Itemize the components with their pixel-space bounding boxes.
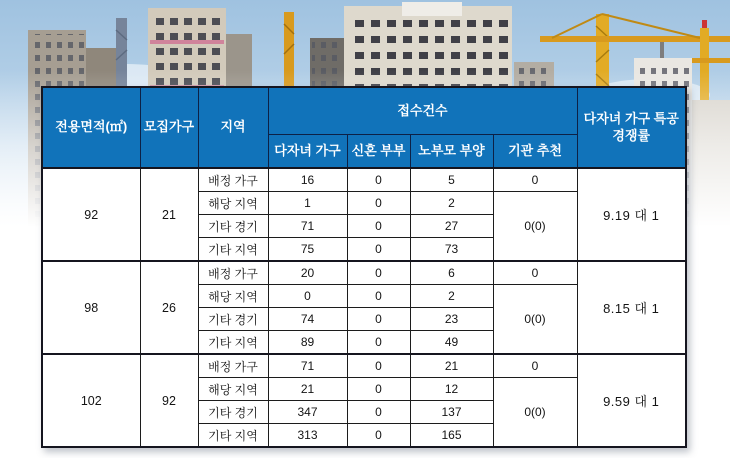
table-row: [42, 354, 686, 378]
cell-elderly: 5: [410, 168, 493, 192]
cell-recruit: 92: [140, 354, 198, 447]
cell-multi-child: 89: [268, 331, 347, 355]
cell-region: 기타 지역: [198, 424, 268, 448]
cell-region: 기타 지역: [198, 238, 268, 262]
cell-multi-child: 20: [268, 261, 347, 285]
cell-elderly: 2: [410, 192, 493, 215]
cell-region: 기타 경기: [198, 215, 268, 238]
cell-elderly: 27: [410, 215, 493, 238]
cell-agency: 0: [493, 168, 577, 192]
cell-newlywed: 0: [347, 378, 410, 401]
cell-multi-child: 71: [268, 215, 347, 238]
cell-elderly: 165: [410, 424, 493, 448]
cell-newlywed: 0: [347, 215, 410, 238]
cell-region: 해당 지역: [198, 378, 268, 401]
cell-newlywed: 0: [347, 331, 410, 355]
cell-region: 배정 가구: [198, 261, 268, 285]
cell-multi-child: 1: [268, 192, 347, 215]
cell-recruit: 26: [140, 261, 198, 354]
cell-area: 98: [42, 261, 140, 354]
table-row: [42, 261, 686, 285]
cell-elderly: 6: [410, 261, 493, 285]
cell-region: 배정 가구: [198, 354, 268, 378]
cell-newlywed: 0: [347, 238, 410, 262]
th-agency: 기관 추천: [493, 135, 577, 169]
th-applications: 접수건수: [268, 87, 577, 135]
cell-newlywed: 0: [347, 401, 410, 424]
cell-region: 해당 지역: [198, 192, 268, 215]
cell-elderly: 2: [410, 285, 493, 308]
cell-rate: 8.15 대 1: [577, 261, 686, 354]
cell-agency-merged: 0(0): [493, 378, 577, 448]
cell-agency: 0: [493, 261, 577, 285]
cell-elderly: 23: [410, 308, 493, 331]
cell-elderly: 49: [410, 331, 493, 355]
cell-recruit: 21: [140, 168, 198, 261]
cell-agency-merged: 0(0): [493, 192, 577, 262]
cell-area: 102: [42, 354, 140, 447]
cell-multi-child: 21: [268, 378, 347, 401]
cell-newlywed: 0: [347, 308, 410, 331]
cell-region: 해당 지역: [198, 285, 268, 308]
th-region: 지역: [198, 87, 268, 168]
th-recruit: 모집가구: [140, 87, 198, 168]
th-rate: 다자녀 가구 특공 경쟁률: [577, 87, 686, 168]
cell-newlywed: 0: [347, 354, 410, 378]
cell-region: 배정 가구: [198, 168, 268, 192]
cell-region: 기타 경기: [198, 401, 268, 424]
th-area: 전용면적(㎡): [42, 87, 140, 168]
cell-elderly: 12: [410, 378, 493, 401]
cell-elderly: 21: [410, 354, 493, 378]
cell-newlywed: 0: [347, 168, 410, 192]
cell-rate: 9.19 대 1: [577, 168, 686, 261]
cell-rate: 9.59 대 1: [577, 354, 686, 447]
cell-region: 기타 지역: [198, 331, 268, 355]
cell-multi-child: 347: [268, 401, 347, 424]
th-multi-child: 다자녀 가구: [268, 135, 347, 169]
application-table: [41, 86, 687, 448]
th-newlywed: 신혼 부부: [347, 135, 410, 169]
cell-elderly: 137: [410, 401, 493, 424]
cell-multi-child: 75: [268, 238, 347, 262]
cell-region: 기타 경기: [198, 308, 268, 331]
table-row: [42, 168, 686, 192]
cell-multi-child: 16: [268, 168, 347, 192]
cell-multi-child: 71: [268, 354, 347, 378]
cell-newlywed: 0: [347, 192, 410, 215]
cell-multi-child: 313: [268, 424, 347, 448]
cell-multi-child: 0: [268, 285, 347, 308]
cell-area: 92: [42, 168, 140, 261]
cell-newlywed: 0: [347, 424, 410, 448]
cell-agency-merged: 0(0): [493, 285, 577, 355]
th-elderly: 노부모 부양: [410, 135, 493, 169]
cell-elderly: 73: [410, 238, 493, 262]
cell-newlywed: 0: [347, 261, 410, 285]
cell-multi-child: 74: [268, 308, 347, 331]
cell-agency: 0: [493, 354, 577, 378]
cell-newlywed: 0: [347, 285, 410, 308]
